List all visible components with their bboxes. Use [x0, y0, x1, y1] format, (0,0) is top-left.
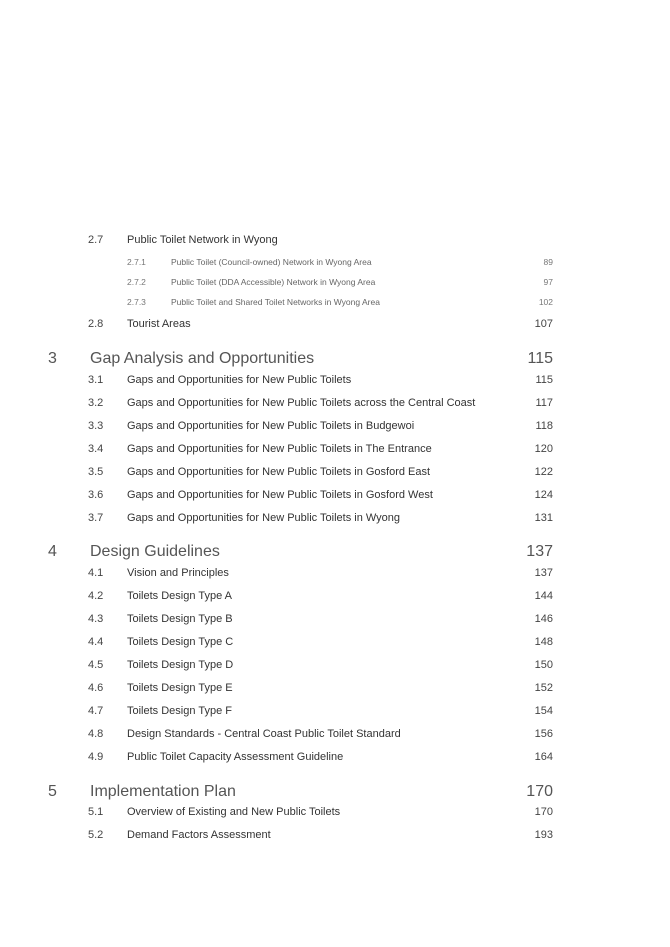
toc-entry[interactable]	[0, 659, 670, 679]
toc-entry[interactable]	[0, 257, 670, 277]
toc-entry[interactable]	[0, 234, 670, 254]
toc-entry[interactable]	[0, 829, 670, 849]
page-number: 107	[534, 318, 553, 330]
section-number: 2.8	[88, 318, 104, 330]
section-number: 3.3	[88, 420, 104, 432]
toc-entry[interactable]	[0, 682, 670, 702]
page-number: 118	[535, 420, 553, 432]
page-number: 122	[534, 466, 553, 478]
toc-entry[interactable]	[0, 705, 670, 725]
section-number: 2.7	[88, 234, 104, 246]
page-number: 97	[543, 277, 553, 287]
section-title: Toilets Design Type E	[127, 682, 233, 694]
section-title: Toilets Design Type C	[127, 636, 234, 648]
section-number: 3.4	[88, 443, 104, 455]
section-number: 3.6	[88, 489, 104, 501]
toc-entry[interactable]	[0, 613, 670, 633]
page-number: 156	[534, 728, 553, 740]
toc-entry[interactable]	[0, 297, 670, 317]
section-number: 3.5	[88, 466, 104, 478]
section-number: 4.2	[88, 590, 104, 602]
toc-entry[interactable]	[0, 397, 670, 417]
section-title: Design Standards - Central Coast Public Toilet Standard	[127, 728, 401, 740]
page-number: 170	[526, 783, 553, 800]
section-number: 4.8	[88, 728, 104, 740]
toc-entry[interactable]	[0, 751, 670, 771]
page-number: 124	[534, 489, 553, 501]
section-title: Toilets Design Type D	[127, 659, 234, 671]
page-number: 148	[534, 636, 553, 648]
section-number: 4.5	[88, 659, 104, 671]
toc-entry[interactable]	[0, 728, 670, 748]
section-title: Gaps and Opportunities for New Public Toilets	[127, 374, 352, 386]
toc-entry[interactable]	[0, 806, 670, 826]
page-number: 131	[534, 512, 553, 524]
section-title: Public Toilet (Council-owned) Network in Wyong Area	[171, 257, 372, 267]
section-number: 4.3	[88, 613, 104, 625]
toc-entry[interactable]	[0, 636, 670, 656]
section-number: 2.7.2	[127, 277, 146, 287]
toc-entry[interactable]	[0, 443, 670, 463]
chapter-number: 3	[48, 350, 57, 367]
section-title: Public Toilet and Shared Toilet Networks in Wyong Area	[171, 297, 380, 307]
toc-chapter[interactable]	[0, 543, 670, 563]
toc-entry[interactable]	[0, 318, 670, 338]
section-title: Gaps and Opportunities for New Public Toilets in The Entrance	[127, 443, 432, 455]
section-number: 4.6	[88, 682, 104, 694]
section-title: Toilets Design Type F	[127, 705, 232, 717]
page-number: 154	[534, 705, 553, 717]
page-number: 144	[534, 590, 553, 602]
toc-entry[interactable]	[0, 590, 670, 610]
section-title: Gaps and Opportunities for New Public Toilets across the Central Coast	[127, 397, 476, 409]
section-title: Gaps and Opportunities for New Public Toilets in Wyong	[127, 512, 401, 524]
section-title: Overview of Existing and New Public Toilets	[127, 806, 341, 818]
toc-entry[interactable]	[0, 489, 670, 509]
page-number: 115	[527, 350, 553, 367]
page-number: 120	[534, 443, 553, 455]
section-title: Gaps and Opportunities for New Public Toilets in Gosford West	[127, 489, 433, 501]
section-title: Tourist Areas	[127, 318, 191, 330]
toc-entry[interactable]	[0, 512, 670, 532]
toc-entry[interactable]	[0, 277, 670, 297]
section-number: 2.7.1	[127, 257, 146, 267]
section-title: Public Toilet Capacity Assessment Guideline	[127, 751, 344, 763]
page-number: 137	[526, 543, 553, 560]
toc-chapter[interactable]	[0, 350, 670, 370]
section-title: Toilets Design Type A	[127, 590, 232, 602]
page-number: 164	[534, 751, 553, 763]
page-number: 117	[535, 397, 553, 409]
chapter-number: 4	[48, 543, 57, 560]
chapter-title: Implementation Plan	[90, 783, 236, 800]
section-number: 5.2	[88, 829, 104, 841]
page-number: 137	[534, 567, 553, 579]
section-title: Public Toilet (DDA Accessible) Network in Wyong Area	[171, 277, 376, 287]
chapter-title: Design Guidelines	[90, 543, 220, 560]
page-number: 102	[538, 297, 553, 307]
section-title: Gaps and Opportunities for New Public Toilets in Budgewoi	[127, 420, 415, 432]
toc-entry[interactable]	[0, 420, 670, 440]
section-number: 3.7	[88, 512, 104, 524]
page-number: 193	[534, 829, 553, 841]
toc-entry[interactable]	[0, 567, 670, 587]
section-title: Public Toilet Network in Wyong	[127, 234, 278, 246]
section-number: 4.1	[88, 567, 104, 579]
chapter-number: 5	[48, 783, 57, 800]
section-number: 2.7.3	[127, 297, 146, 307]
section-number: 4.9	[88, 751, 104, 763]
toc-chapter[interactable]	[0, 783, 670, 803]
toc-entry[interactable]	[0, 374, 670, 394]
section-title: Toilets Design Type B	[127, 613, 233, 625]
section-title: Gaps and Opportunities for New Public Toilets in Gosford East	[127, 466, 431, 478]
page-number: 150	[534, 659, 553, 671]
section-title: Demand Factors Assessment	[127, 829, 271, 841]
page-number: 170	[534, 806, 553, 818]
page-number: 152	[534, 682, 553, 694]
section-number: 5.1	[88, 806, 104, 818]
chapter-title: Gap Analysis and Opportunities	[90, 350, 315, 367]
section-number: 4.7	[88, 705, 104, 717]
page-number: 115	[535, 374, 553, 386]
page-number: 146	[534, 613, 553, 625]
section-number: 3.2	[88, 397, 104, 409]
page-number: 89	[543, 257, 553, 267]
section-number: 3.1	[88, 374, 104, 386]
section-number: 4.4	[88, 636, 104, 648]
toc-entry[interactable]	[0, 466, 670, 486]
section-title: Vision and Principles	[127, 567, 229, 579]
